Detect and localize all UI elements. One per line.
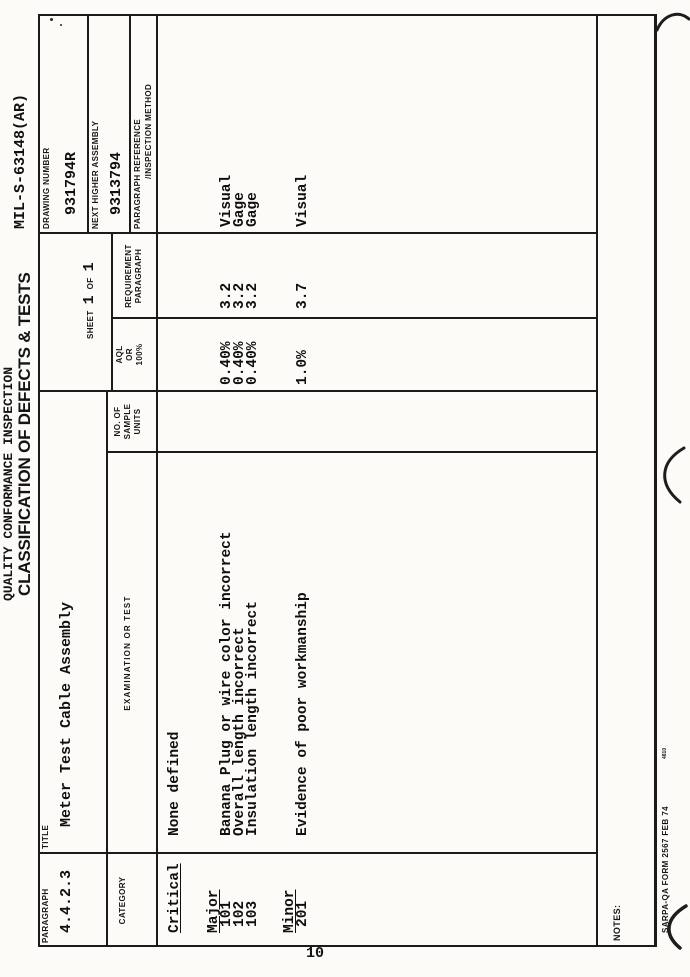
- next-higher-assembly-label: NEXT HIGHER ASSEMBLY: [91, 120, 100, 229]
- paragraph-value: 4.4.2.3: [58, 869, 75, 933]
- divider-para-ref: [38, 232, 596, 234]
- table-border-top: [38, 14, 40, 947]
- form-number-footer: SARPA-QA FORM 2567 FEB 74: [661, 806, 670, 933]
- examination-text: Insulation length incorrect: [245, 601, 261, 836]
- examination-text: Banana Plug or wire color incorrect: [219, 531, 235, 836]
- rule-nha-row: [129, 16, 131, 233]
- column-header-aql: [115, 319, 145, 390]
- scan-speck: [50, 18, 53, 21]
- rule-drawing-row: [87, 16, 89, 233]
- notes-label: NOTES:: [612, 904, 622, 941]
- sheet-number: 1: [81, 295, 98, 305]
- aql-value: 0.40%: [219, 341, 235, 385]
- examination-text: Evidence of poor workmanship: [295, 592, 311, 836]
- requirement-paragraph-value: 3.2: [219, 282, 235, 309]
- divider-sample-units: [106, 451, 596, 453]
- category-heading: Critical: [167, 863, 183, 933]
- rule-sheet-bottom: [111, 233, 113, 391]
- sheet-cell: [82, 262, 97, 339]
- scan-speck: [60, 24, 62, 26]
- defect-number: 102: [232, 900, 248, 927]
- requirement-paragraph-value: 3.2: [232, 282, 248, 309]
- paragraph-label: PARAGRAPH: [41, 888, 50, 943]
- sheet-label: SHEET: [86, 310, 95, 339]
- column-header-para-ref-line2: /INSPECTION METHOD: [144, 83, 153, 179]
- defect-number: 201: [295, 900, 311, 927]
- column-header-sample-units: [113, 392, 143, 451]
- inspection-method-value: Gage: [232, 192, 248, 227]
- aql-value: 0.40%: [232, 341, 248, 385]
- defect-number: 103: [245, 900, 261, 927]
- examination-text: Overall length incorrect: [232, 627, 248, 836]
- page-number: 10: [306, 945, 325, 962]
- requirement-line2: PARAGRAPH: [134, 248, 143, 304]
- column-header-requirement: [124, 234, 144, 318]
- title-label: TITLE: [41, 824, 50, 849]
- doc-title-line1: QUALITY CONFORMANCE INSPECTION: [1, 366, 16, 602]
- category-heading: Minor: [282, 889, 298, 933]
- sample-units-line3: UNITS: [133, 408, 142, 435]
- examination-text: None defined: [167, 731, 183, 836]
- aql-value: 0.40%: [245, 341, 261, 385]
- sheet-total: 1: [81, 262, 98, 272]
- inspection-method-value: Visual: [219, 174, 235, 227]
- category-heading: Major: [206, 889, 222, 933]
- next-higher-assembly-value: 9313794: [108, 151, 125, 215]
- rule-notes-top: [596, 14, 598, 947]
- requirement-paragraph-value: 3.7: [295, 282, 311, 309]
- inspection-method-value: Visual: [295, 174, 311, 227]
- table-border-left: [38, 945, 656, 947]
- rule-header-band-left: [106, 391, 108, 947]
- requirement-paragraph-value: 3.2: [245, 282, 261, 309]
- aql-line1: AQL: [115, 345, 124, 364]
- sheet-of-label: OF: [86, 277, 95, 290]
- pen-mark-bottom-right: [658, 902, 690, 952]
- aql-value: 1.0%: [295, 350, 311, 385]
- aql-line2: OR: [125, 348, 134, 361]
- inspection-method-value: Gage: [245, 192, 261, 227]
- sample-units-line2: SAMPLE: [123, 403, 132, 440]
- drawing-number-label: DRAWING NUMBER: [42, 147, 51, 229]
- form-print-code: 4810: [662, 747, 668, 759]
- spec-number: MIL-S-63148(AR): [12, 93, 29, 229]
- divider-requirement: [111, 317, 596, 319]
- column-header-examination: EXAMINATION OR TEST: [123, 595, 132, 711]
- column-header-para-ref-line1: PARAGRAPH REFERENCE: [133, 118, 142, 229]
- pen-mark-top-right: [654, 6, 690, 46]
- doc-title-line2: CLASSIFICATION OF DEFECTS & TESTS: [15, 272, 34, 596]
- drawing-number-value: 931794R: [63, 151, 80, 215]
- pen-mark-right-middle: [648, 444, 690, 506]
- sample-units-line1: NO. OF: [113, 406, 122, 437]
- defect-number: 101: [219, 900, 235, 927]
- column-header-category: CATEGORY: [118, 876, 127, 925]
- requirement-line1: REQUIREMENT: [124, 244, 133, 308]
- aql-line3: 100%: [135, 343, 144, 366]
- rule-header-body: [156, 14, 158, 947]
- title-value: Meter Test Cable Assembly: [58, 601, 75, 827]
